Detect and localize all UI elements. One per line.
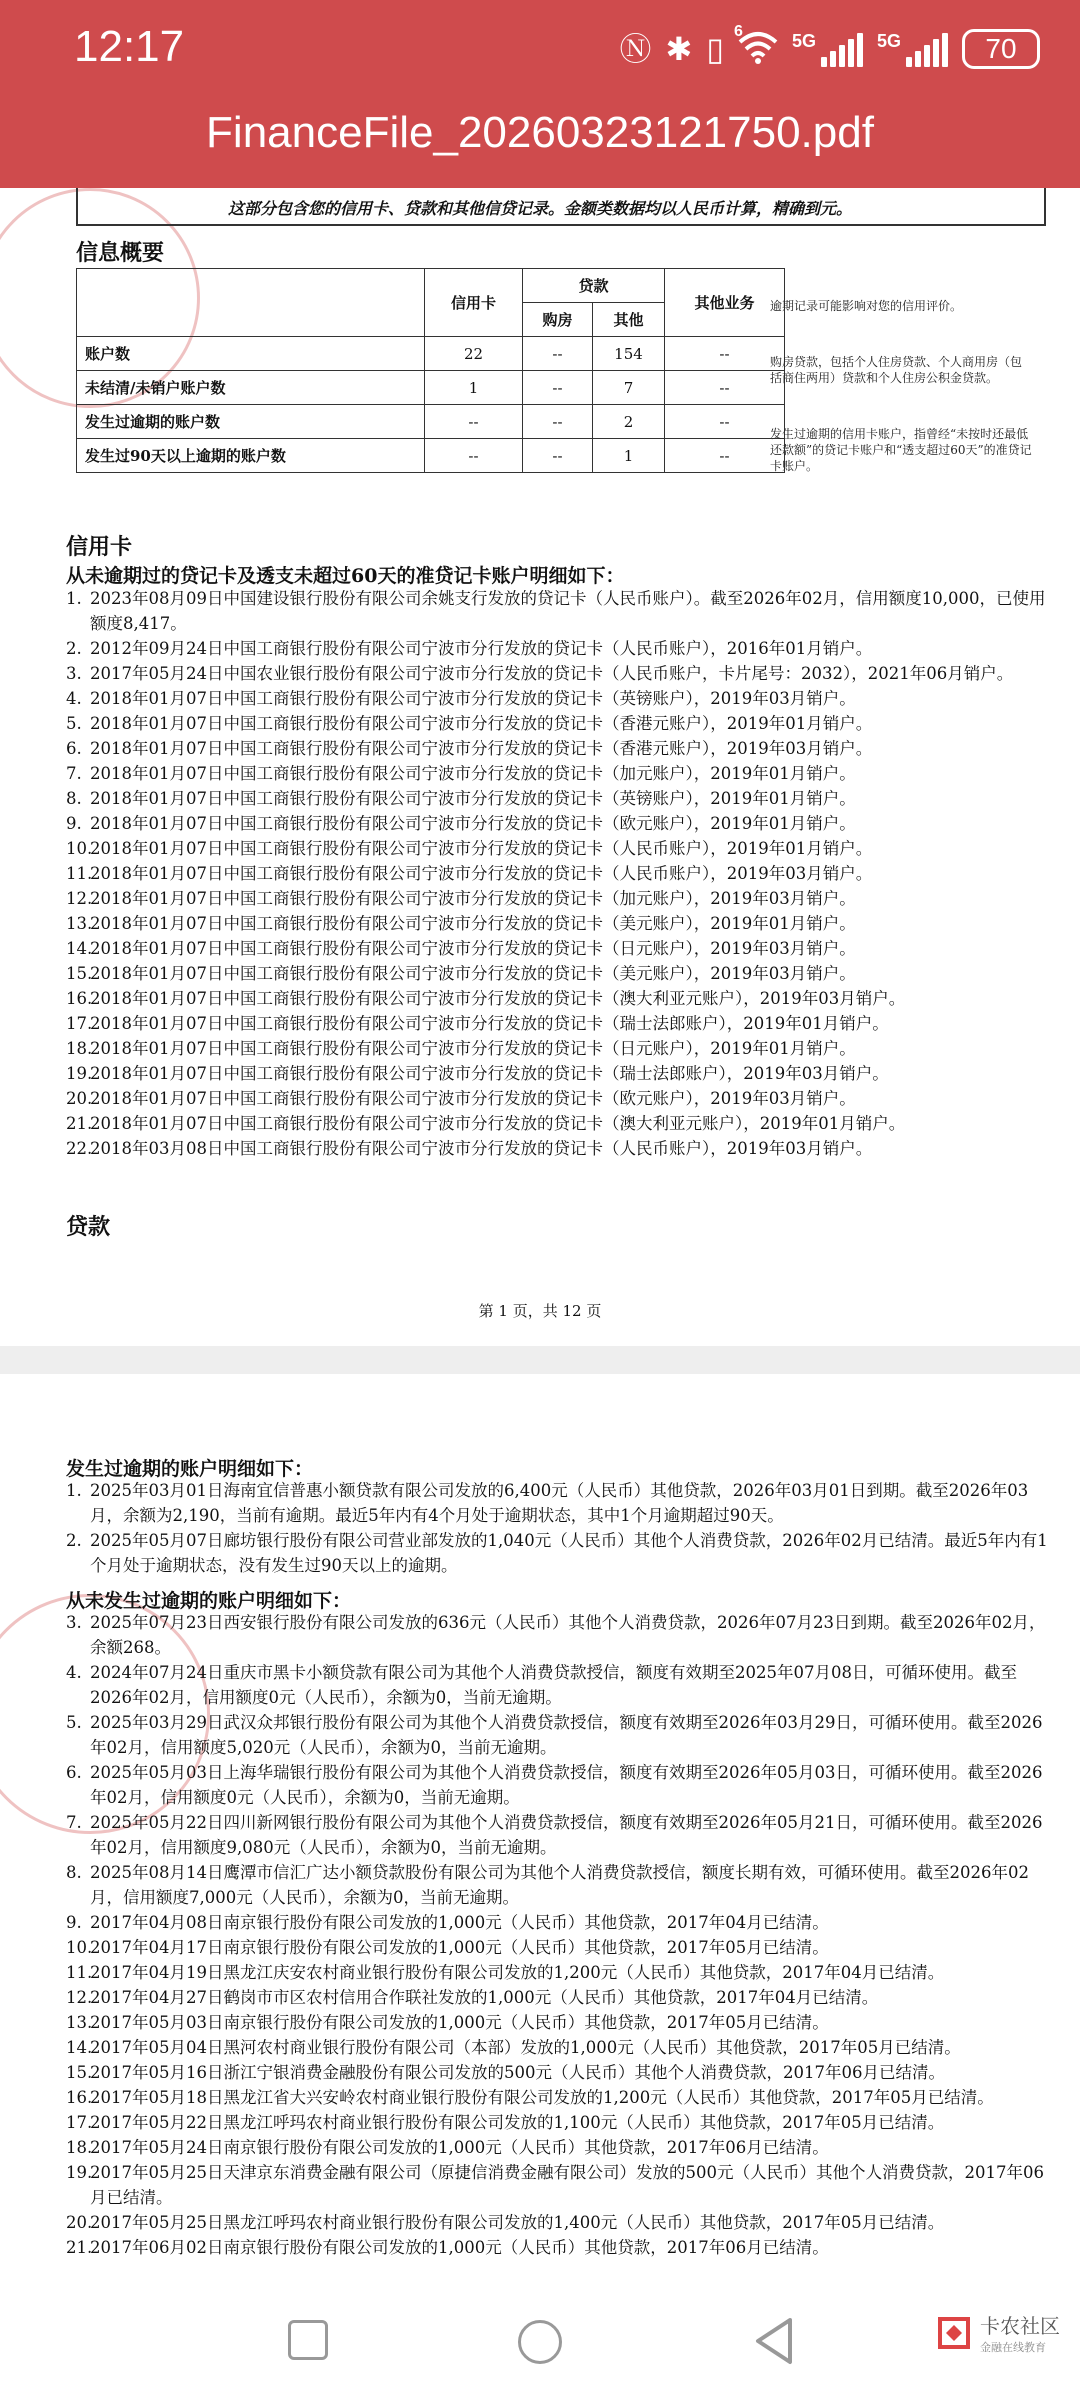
list-item-text: 2025年03月01日海南宜信普惠小额贷款有限公司发放的6,400元（人民币）其他贷款，2026年03月01日到期。截至2026年03月，余额为2,190，当前有逾期。最近5年内有4个月处于逾期状态，其中1个月逾期超过90天。 [90,1481,1029,1525]
list-item-number: 15. [66,2063,93,2082]
table-row: 发生过逾期的账户数 -- -- 2 -- [77,405,785,439]
list-item-number: 7. [66,764,82,783]
list-item-number: 11. [66,864,93,883]
list-item [66,636,1051,661]
credit-card-subtitle: 从未逾期过的贷记卡及透支未超过60天的准贷记卡账户明细如下： [66,565,625,587]
status-icons [619,22,1040,72]
list-item [66,1061,1051,1086]
list-item-number: 12. [66,889,93,908]
list-item [66,1111,1051,1136]
list-item-text: 2025年03月29日武汉众邦银行股份有限公司为其他个人消费贷款授信，额度有效期至2026年03月29日，可循环使用。截至2026年02月，信用额度5,020元（人民币），余额为0，当前无逾期。 [90,1713,1043,1757]
list-item-number: 2. [66,639,82,658]
bluetooth-icon: ✱ [665,31,693,67]
side-note: 购房贷款，包括个人住房贷款、个人商用房（包括商住两用）贷款和个人住房公积金贷款。 [770,355,1023,385]
list-item-text: 2018年03月08日中国工商银行股份有限公司宁波市分行发放的贷记卡（人民币账户），2019年03月销户。 [90,1139,873,1158]
list-item-number: 3. [66,664,82,683]
list-item-number: 16. [66,2088,93,2107]
list-item [66,1011,1051,1036]
col-loan-house: 购房 [523,303,593,337]
list-item-number: 5. [66,1713,82,1732]
list-item-number: 1. [66,589,82,608]
list-item [66,1660,1051,1710]
list-item-text: 2025年05月07日廊坊银行股份有限公司营业部发放的1,040元（人民币）其他个人消费贷款，2026年02月已结清。最近5年内有1个月处于逾期状态，没有发生过90天以上的逾期。 [90,1531,1048,1575]
list-item-number: 7. [66,1813,82,1832]
list-item [66,861,1051,886]
list-item-number: 16. [66,989,93,1008]
signal-icon-2: 5G [877,31,948,67]
signal-icon-1: 5G [792,31,863,67]
list-item-text: 2018年01月07日中国工商银行股份有限公司宁波市分行发放的贷记卡（瑞士法郎账户），2019年03月销户。 [90,1064,889,1083]
list-item-number: 8. [66,1863,82,1882]
document-title: FinanceFile_20260323121750.pdf [206,108,874,157]
list-item [66,586,1051,636]
vibrate-icon: ▯ [706,31,724,67]
list-item-number: 2. [66,1531,82,1550]
list-item-text: 2017年05月18日黑龙江省大兴安岭农村商业银行股份有限公司发放的1,200元（人民币）其他贷款，2017年05月已结清。 [90,2088,994,2107]
list-item-text: 2018年01月07日中国工商银行股份有限公司宁波市分行发放的贷记卡（日元账户），2019年01月销户。 [90,1039,856,1058]
list-item-number: 20. [66,2213,93,2232]
list-item-number: 18. [66,2138,93,2157]
list-item-text: 2025年08月14日鹰潭市信汇广达小额贷款股份有限公司为其他个人消费贷款授信，额度长期有效，可循环使用。截至2026年02月，信用额度7,000元（人民币），余额为0，当前无逾期。 [90,1863,1029,1907]
list-item [66,1985,1051,2010]
list-item-text: 2017年05月16日浙江宁银消费金融股份有限公司发放的500元（人民币）其他个人消费贷款，2017年06月已结清。 [90,2063,945,2082]
list-item-text: 2017年05月24日南京银行股份有限公司发放的1,000元（人民币）其他贷款，2017年06月已结清。 [90,2138,829,2157]
list-item-text: 2018年01月07日中国工商银行股份有限公司宁波市分行发放的贷记卡（澳大利亚元账户），2019年03月销户。 [90,989,906,1008]
list-item-text: 2018年01月07日中国工商银行股份有限公司宁波市分行发放的贷记卡（欧元账户），2019年03月销户。 [90,1089,856,1108]
list-item [66,961,1051,986]
list-item-number: 6. [66,1763,82,1782]
list-item-text: 2017年04月08日南京银行股份有限公司发放的1,000元（人民币）其他贷款，2017年04月已结清。 [90,1913,829,1932]
list-item-number: 10. [66,839,93,858]
list-item-number: 4. [66,689,82,708]
list-item [66,2110,1051,2135]
list-item [66,1610,1051,1660]
clock: 12:17 [74,22,185,71]
list-item-number: 14. [66,2038,93,2057]
list-item-number: 1. [66,1481,82,1500]
nfc-icon: Ⓝ [619,31,652,67]
back-button[interactable] [752,2316,796,2370]
battery-icon [962,29,1040,69]
list-item [66,2210,1051,2235]
list-item [66,911,1051,936]
list-item-number: 15. [66,964,93,983]
list-item [66,2160,1051,2210]
table-row: 未结清/未销户账户数 1 -- 7 -- [77,371,785,405]
list-item [66,786,1051,811]
list-item [66,1086,1051,1111]
list-item-text: 2017年04月19日黑龙江庆安农村商业银行股份有限公司发放的1,200元（人民币）其他贷款，2017年04月已结清。 [90,1963,945,1982]
list-item-number: 19. [66,1064,93,1083]
list-item-text: 2017年05月25日天津京东消费金融有限公司（原捷信消费金融有限公司）发放的500元（人民币）其他个人消费贷款，2017年06月已结清。 [90,2163,1044,2207]
list-item-number: 21. [66,1114,93,1133]
never-overdue-title: 从未发生过逾期的账户明细如下： [66,1590,352,1612]
list-item-number: 17. [66,1014,93,1033]
list-item-text: 2025年05月22日四川新网银行股份有限公司为其他个人消费贷款授信，额度有效期至2026年05月21日，可循环使用。截至2026年02月，信用额度9,080元（人民币），余额为0，当前无逾期。 [90,1813,1043,1857]
list-item [66,936,1051,961]
list-item [66,811,1051,836]
list-item-text: 2018年01月07日中国工商银行股份有限公司宁波市分行发放的贷记卡（瑞士法郎账户），2019年01月销户。 [90,1014,889,1033]
list-item-text: 2025年07月23日西安银行股份有限公司发放的636元（人民币）其他个人消费贷款，2026年07月23日到期。截至2026年02月，余额268。 [90,1613,1046,1657]
list-item [66,686,1051,711]
list-item-text: 2017年05月25日黑龙江呼玛农村商业银行股份有限公司发放的1,400元（人民币）其他贷款，2017年05月已结清。 [90,2213,945,2232]
pdf-page-1[interactable] [0,188,1080,1348]
list-item [66,761,1051,786]
list-item [66,1910,1051,1935]
list-item-number: 17. [66,2113,93,2132]
pdf-page-2[interactable] [0,1374,1080,2294]
navigation-bar [0,2294,1080,2400]
list-item-text: 2023年08月09日中国建设银行股份有限公司余姚支行发放的贷记卡（人民币账户）。截至2026年02月，信用额度10,000，已使用额度8,417。 [90,589,1046,633]
col-other-business: 其他业务 [665,269,785,337]
list-item [66,711,1051,736]
list-item [66,1710,1051,1760]
list-item [66,1810,1051,1860]
list-item-text: 2018年01月07日中国工商银行股份有限公司宁波市分行发放的贷记卡（人民币账户），2019年03月销户。 [90,864,873,883]
list-item [66,1136,1051,1161]
list-item-number: 5. [66,714,82,733]
list-item-text: 2018年01月07日中国工商银行股份有限公司宁波市分行发放的贷记卡（英镑账户），2019年03月销户。 [90,689,856,708]
list-item [66,1960,1051,1985]
home-button[interactable] [518,2320,562,2364]
overdue-list [66,1478,1051,1578]
list-item [66,2135,1051,2160]
list-item-number: 10. [66,1938,93,1957]
credit-card-title: 信用卡 [66,534,133,560]
loan-title: 贷款 [66,1214,111,1240]
list-item [66,1036,1051,1061]
list-item [66,661,1051,686]
list-item-number: 6. [66,739,82,758]
status-bar [0,0,1080,100]
list-item-text: 2017年05月04日黑河农村商业银行股份有限公司（本部）发放的1,000元（人民币）其他贷款，2017年05月已结清。 [90,2038,961,2057]
logo-subtitle: 金融在线教育 [980,2342,1046,2354]
list-item [66,2060,1051,2085]
list-item-text: 2017年05月03日南京银行股份有限公司发放的1,000元（人民币）其他贷款，2017年05月已结清。 [90,2013,829,2032]
list-item-text: 2018年01月07日中国工商银行股份有限公司宁波市分行发放的贷记卡（加元账户），2019年03月销户。 [90,889,856,908]
col-credit-card: 信用卡 [425,269,523,337]
credit-card-list [66,586,1051,1161]
list-item [66,1478,1051,1528]
list-item-number: 22. [66,1139,93,1158]
logo-title: 卡农社区 [980,2316,1060,2338]
list-item-text: 2018年01月07日中国工商银行股份有限公司宁波市分行发放的贷记卡（澳大利亚元账户），2019年01月销户。 [90,1114,906,1133]
col-loan: 贷款 [523,269,665,303]
list-item [66,1860,1051,1910]
list-item-text: 2018年01月07日中国工商银行股份有限公司宁波市分行发放的贷记卡（欧元账户），2019年01月销户。 [90,814,856,833]
summary-table [76,268,785,473]
overdue-title: 发生过逾期的账户明细如下： [66,1458,314,1480]
list-item-number: 11. [66,1963,93,1982]
list-item-text: 2018年01月07日中国工商银行股份有限公司宁波市分行发放的贷记卡（美元账户），2019年01月销户。 [90,914,856,933]
list-item-number: 3. [66,1613,82,1632]
page-separator [0,1346,1080,1374]
list-item-text: 2017年04月17日南京银行股份有限公司发放的1,000元（人民币）其他贷款，2017年05月已结清。 [90,1938,829,1957]
never-overdue-list [66,1610,1051,2260]
list-item-text: 2017年04月27日鹤岗市市区农村信用合作联社发放的1,000元（人民币）其他贷款，2017年04月已结清。 [90,1988,879,2007]
list-item-text: 2018年01月07日中国工商银行股份有限公司宁波市分行发放的贷记卡（英镑账户），2019年01月销户。 [90,789,856,808]
logo-icon [934,2313,974,2353]
info-summary-title: 信息概要 [76,240,165,266]
list-item [66,736,1051,761]
list-item [66,1935,1051,1960]
list-item [66,836,1051,861]
list-item-number: 13. [66,914,93,933]
list-item-number: 13. [66,2013,93,2032]
note-box: 这部分包含您的信用卡、贷款和其他信贷记录。金额类数据均以人民币计算，精确到元。 [76,188,1046,226]
list-item-text: 2012年09月24日中国工商银行股份有限公司宁波市分行发放的贷记卡（人民币账户），2016年01月销户。 [90,639,873,658]
list-item-text: 2018年01月07日中国工商银行股份有限公司宁波市分行发放的贷记卡（香港元账户），2019年01月销户。 [90,714,873,733]
recent-apps-button[interactable] [288,2320,328,2360]
list-item-number: 12. [66,1988,93,2007]
list-item-text: 2025年05月03日上海华瑞银行股份有限公司为其他个人消费贷款授信，额度有效期至2026年05月03日，可循环使用。截至2026年02月，信用额度0元（人民币），余额为0，当前无逾期。 [90,1763,1043,1807]
col-loan-other: 其他 [593,303,665,337]
list-item [66,2010,1051,2035]
list-item-text: 2024年07月24日重庆市黑卡小额贷款有限公司为其他个人消费贷款授信，额度有效期至2025年07月08日，可循环使用。截至2026年02月，信用额度0元（人民币），余额为0，当前无逾期。 [90,1663,1017,1707]
wifi-badge: 6 [733,22,743,40]
list-item-text: 2018年01月07日中国工商银行股份有限公司宁波市分行发放的贷记卡（香港元账户），2019年03月销户。 [90,739,873,758]
list-item-text: 2017年05月22日黑龙江呼玛农村商业银行股份有限公司发放的1,100元（人民币）其他贷款，2017年05月已结清。 [90,2113,945,2132]
list-item [66,886,1051,911]
list-item [66,1528,1051,1578]
list-item-number: 9. [66,814,82,833]
list-item [66,986,1051,1011]
list-item-text: 2018年01月07日中国工商银行股份有限公司宁波市分行发放的贷记卡（美元账户），2019年03月销户。 [90,964,856,983]
page-footer: 第 1 页，共 12 页 [478,1302,602,1320]
list-item-number: 14. [66,939,93,958]
list-item-text: 2018年01月07日中国工商银行股份有限公司宁波市分行发放的贷记卡（人民币账户），2019年01月销户。 [90,839,873,858]
list-item-number: 4. [66,1663,82,1682]
table-corner [77,269,425,337]
list-item-number: 8. [66,789,82,808]
table-row: 发生过90天以上逾期的账户数 -- -- 1 -- [77,439,785,473]
list-item-text: 2017年06月02日南京银行股份有限公司发放的1,000元（人民币）其他贷款，2017年06月已结清。 [90,2238,829,2257]
list-item-text: 2018年01月07日中国工商银行股份有限公司宁波市分行发放的贷记卡（日元账户），2019年03月销户。 [90,939,856,958]
list-item-text: 2017年05月24日中国农业银行股份有限公司宁波市分行发放的贷记卡（人民币账户，卡片尾号：2032），2021年06月销户。 [90,664,1014,683]
side-note: 发生过逾期的信用卡账户，指曾经“未按时还最低还款额”的贷记卡账户和“透支超过60天”的准贷记卡账户。 [770,427,1032,473]
list-item-number: 18. [66,1039,93,1058]
watermark-logo [934,2310,1060,2355]
battery-level: 70 [985,33,1017,64]
list-item-text: 2018年01月07日中国工商银行股份有限公司宁波市分行发放的贷记卡（加元账户），2019年01月销户。 [90,764,856,783]
list-item [66,1760,1051,1810]
list-item-number: 19. [66,2163,93,2182]
list-item-number: 20. [66,1089,93,1108]
list-item [66,2085,1051,2110]
list-item [66,2235,1051,2260]
list-item-number: 9. [66,1913,82,1932]
list-item-number: 21. [66,2238,93,2257]
list-item [66,2035,1051,2060]
side-note: 逾期记录可能影响对您的信用评价。 [770,299,963,313]
table-row: 账户数 22 -- 154 -- [77,337,785,371]
top-header [0,0,1080,188]
wifi-icon [733,22,778,69]
